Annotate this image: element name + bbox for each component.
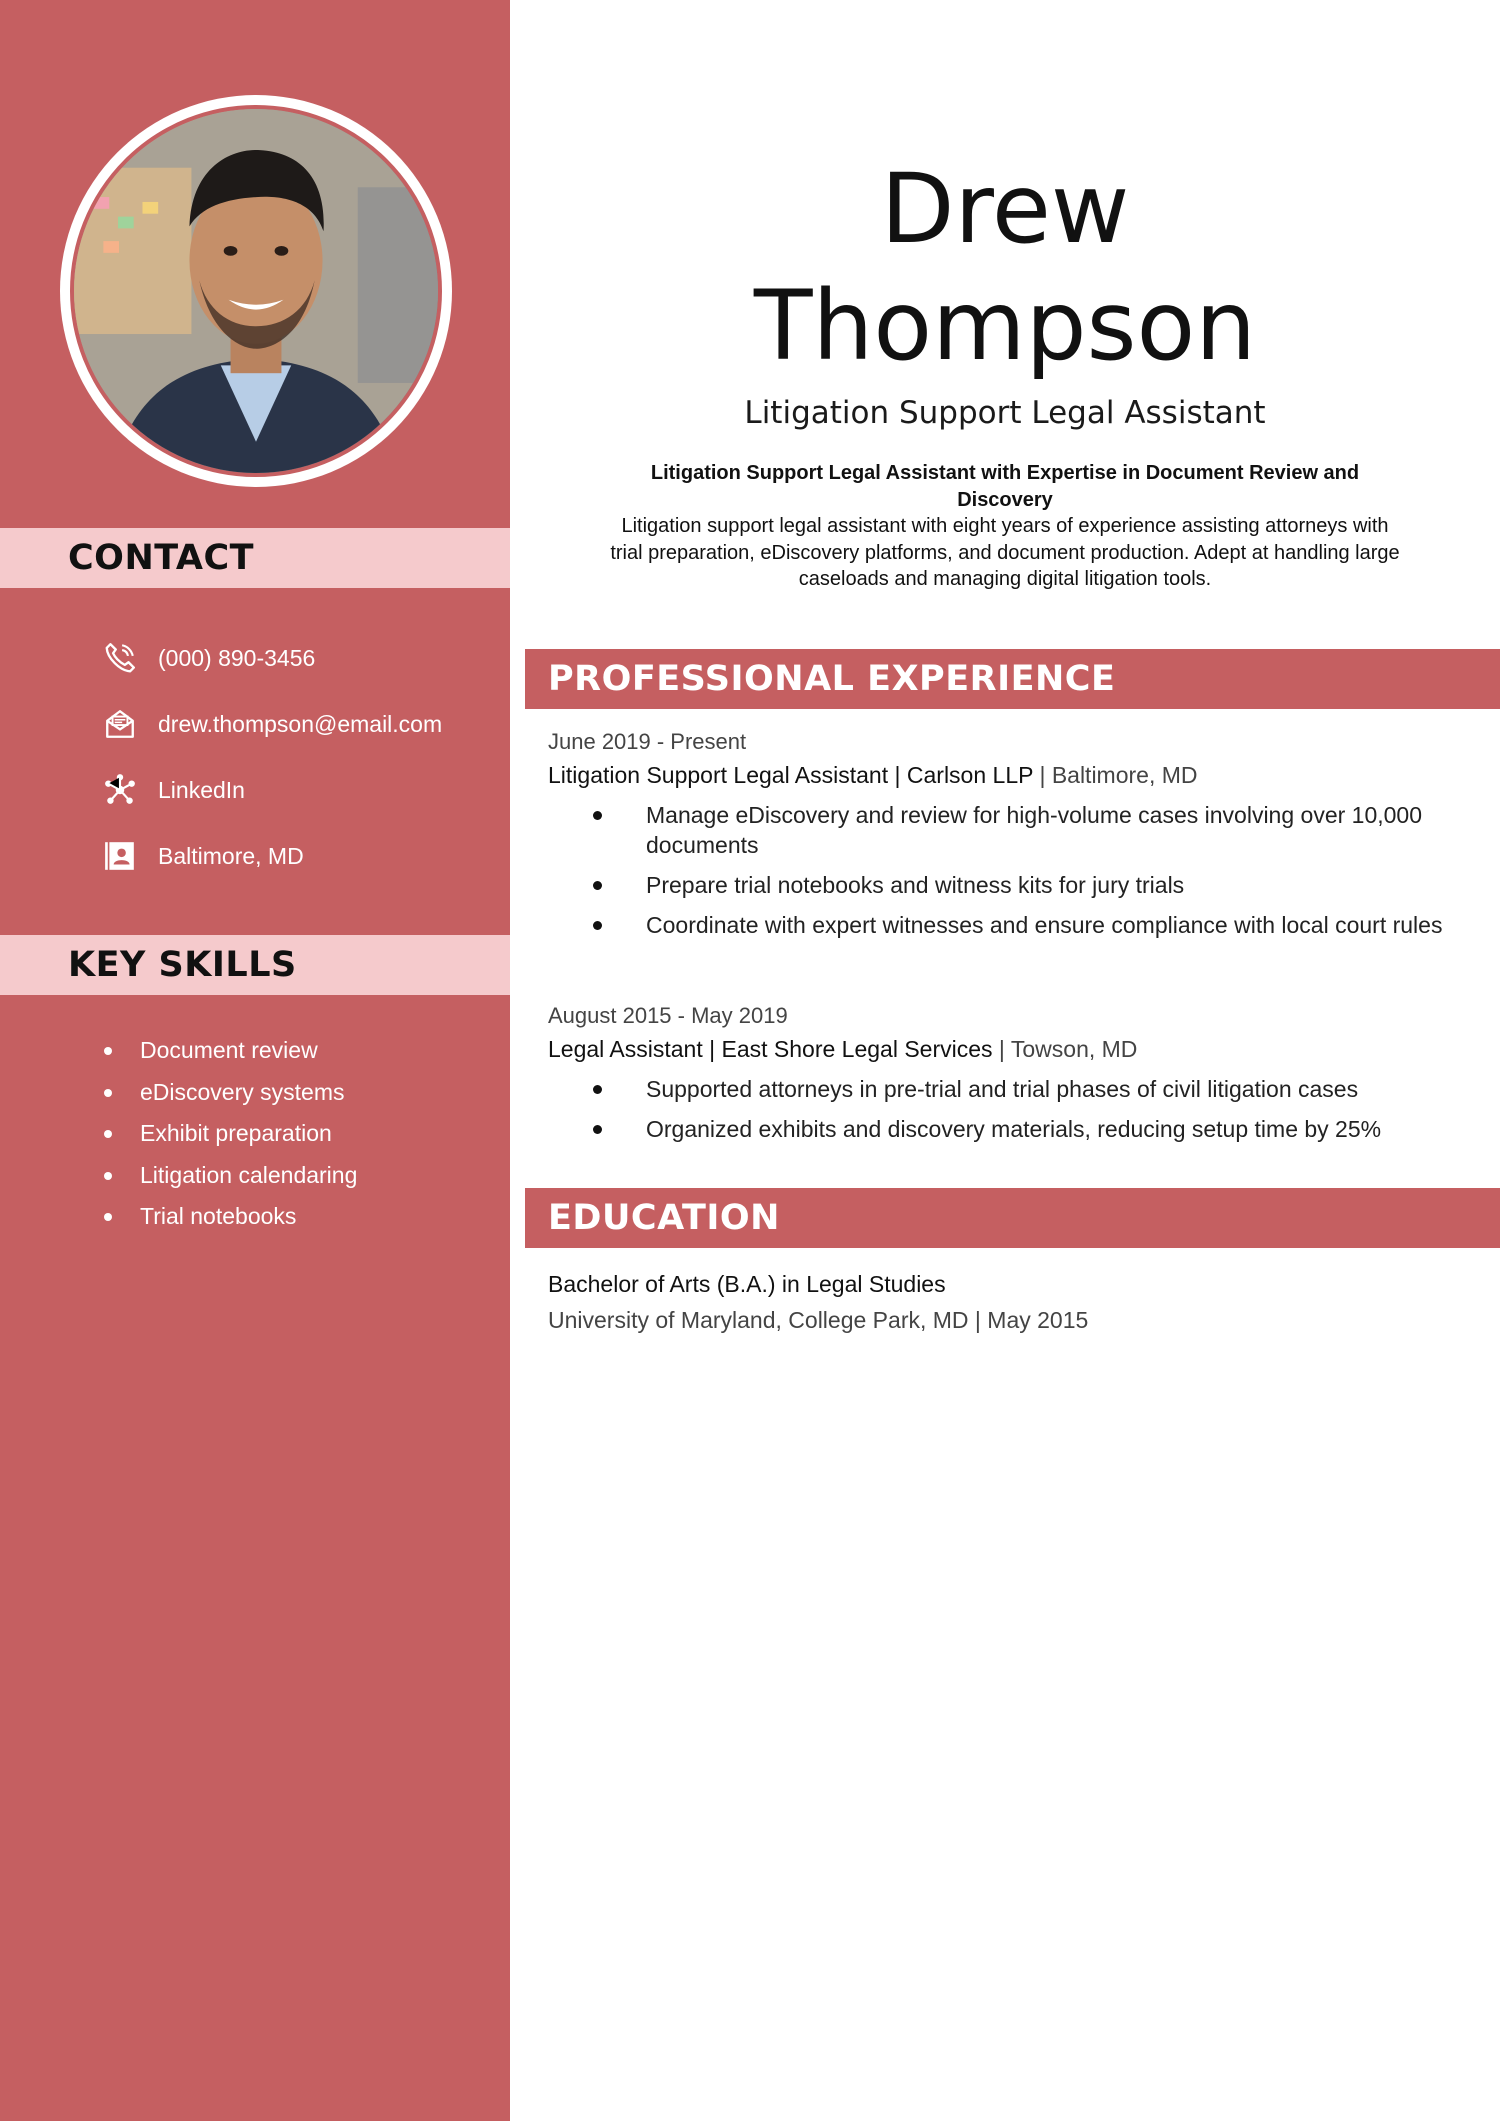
email-icon <box>100 704 140 744</box>
job-bullet: Organized exhibits and discovery materials, reducing setup time by 25% <box>548 1114 1478 1144</box>
main-content <box>510 0 1500 2121</box>
job-bullet: Prepare trial notebooks and witness kits for jury trials <box>548 870 1478 900</box>
contact-linkedin-text[interactable]: LinkedIn <box>158 776 245 803</box>
experience-entry <box>548 1002 1478 1154</box>
job-dates: August 2015 - May 2019 <box>548 1003 788 1028</box>
job-role: Litigation Support Legal Assistant <box>548 762 889 788</box>
job-bullets <box>548 1074 1478 1144</box>
summary-body: Litigation support legal assistant with eight years of experience assisting attorneys with trial preparation, eDiscovery platforms, and document production. Adept at handling large caseloads and managing digital litigation tools. <box>610 515 1400 590</box>
job-dates: June 2019 - Present <box>548 729 747 754</box>
job-bullet: Manage eDiscovery and review for high-volume cases involving over 10,000 documents <box>548 800 1478 860</box>
profile-photo-illustration <box>74 109 438 473</box>
school: University of Maryland, College Park, MD | May 2015 <box>548 1307 1089 1333</box>
skills-section-header <box>0 935 510 995</box>
contact-location <box>100 823 500 889</box>
job-title: Litigation Support Legal Assistant <box>744 395 1266 431</box>
job-location: Towson, MD <box>1010 1036 1138 1062</box>
location-icon <box>100 836 140 876</box>
skills-heading: KEY SKILLS <box>68 945 297 985</box>
education-entry <box>548 1266 1478 1338</box>
first-name: Drew <box>880 153 1130 265</box>
skills-list <box>100 1030 357 1238</box>
contact-section-header <box>0 528 510 588</box>
contact-email <box>100 691 500 757</box>
summary <box>610 460 1400 593</box>
contact-linkedin <box>100 757 500 823</box>
skill-item: Trial notebooks <box>100 1196 357 1238</box>
education-section-header <box>525 1188 1500 1248</box>
job-bullets <box>548 800 1478 940</box>
sidebar <box>0 0 510 2121</box>
last-name: Thompson <box>753 270 1257 382</box>
summary-headline: Litigation Support Legal Assistant with Expertise in Document Review and Discovery <box>650 462 1360 511</box>
contact-phone-text[interactable]: (000) 890-3456 <box>158 644 316 671</box>
education-heading: EDUCATION <box>548 1198 780 1238</box>
profile-photo-frame <box>60 95 452 487</box>
job-role-line: Litigation Support Legal Assistant | Carlson LLP | Baltimore, MD <box>548 762 1198 788</box>
job-company: Carlson LLP <box>906 762 1034 788</box>
skill-item: Exhibit preparation <box>100 1113 357 1155</box>
linkedin-icon <box>100 770 140 810</box>
contact-list <box>100 625 500 889</box>
contact-location-text: Baltimore, MD <box>158 842 304 869</box>
profile-photo <box>70 105 442 477</box>
contact-heading: CONTACT <box>68 538 255 578</box>
job-bullet: Coordinate with expert witnesses and ensure compliance with local court rules <box>548 910 1478 940</box>
job-role: Legal Assistant <box>548 1036 703 1062</box>
skill-item: Litigation calendaring <box>100 1155 357 1197</box>
degree: Bachelor of Arts (B.A.) in Legal Studies <box>548 1271 946 1297</box>
skill-item: Document review <box>100 1030 357 1072</box>
job-bullet: Supported attorneys in pre-trial and trial phases of civil litigation cases <box>548 1074 1478 1104</box>
skill-item: eDiscovery systems <box>100 1072 357 1114</box>
contact-email-text[interactable]: drew.thompson@email.com <box>158 710 443 737</box>
contact-phone <box>100 625 500 691</box>
job-location: Baltimore, MD <box>1051 762 1198 788</box>
job-role-line: Legal Assistant | East Shore Legal Services | Towson, MD <box>548 1036 1138 1062</box>
experience-entry <box>548 728 1478 950</box>
job-company: East Shore Legal Services <box>721 1036 993 1062</box>
phone-icon <box>100 638 140 678</box>
experience-heading: PROFESSIONAL EXPERIENCE <box>548 659 1116 699</box>
experience-section-header <box>525 649 1500 709</box>
